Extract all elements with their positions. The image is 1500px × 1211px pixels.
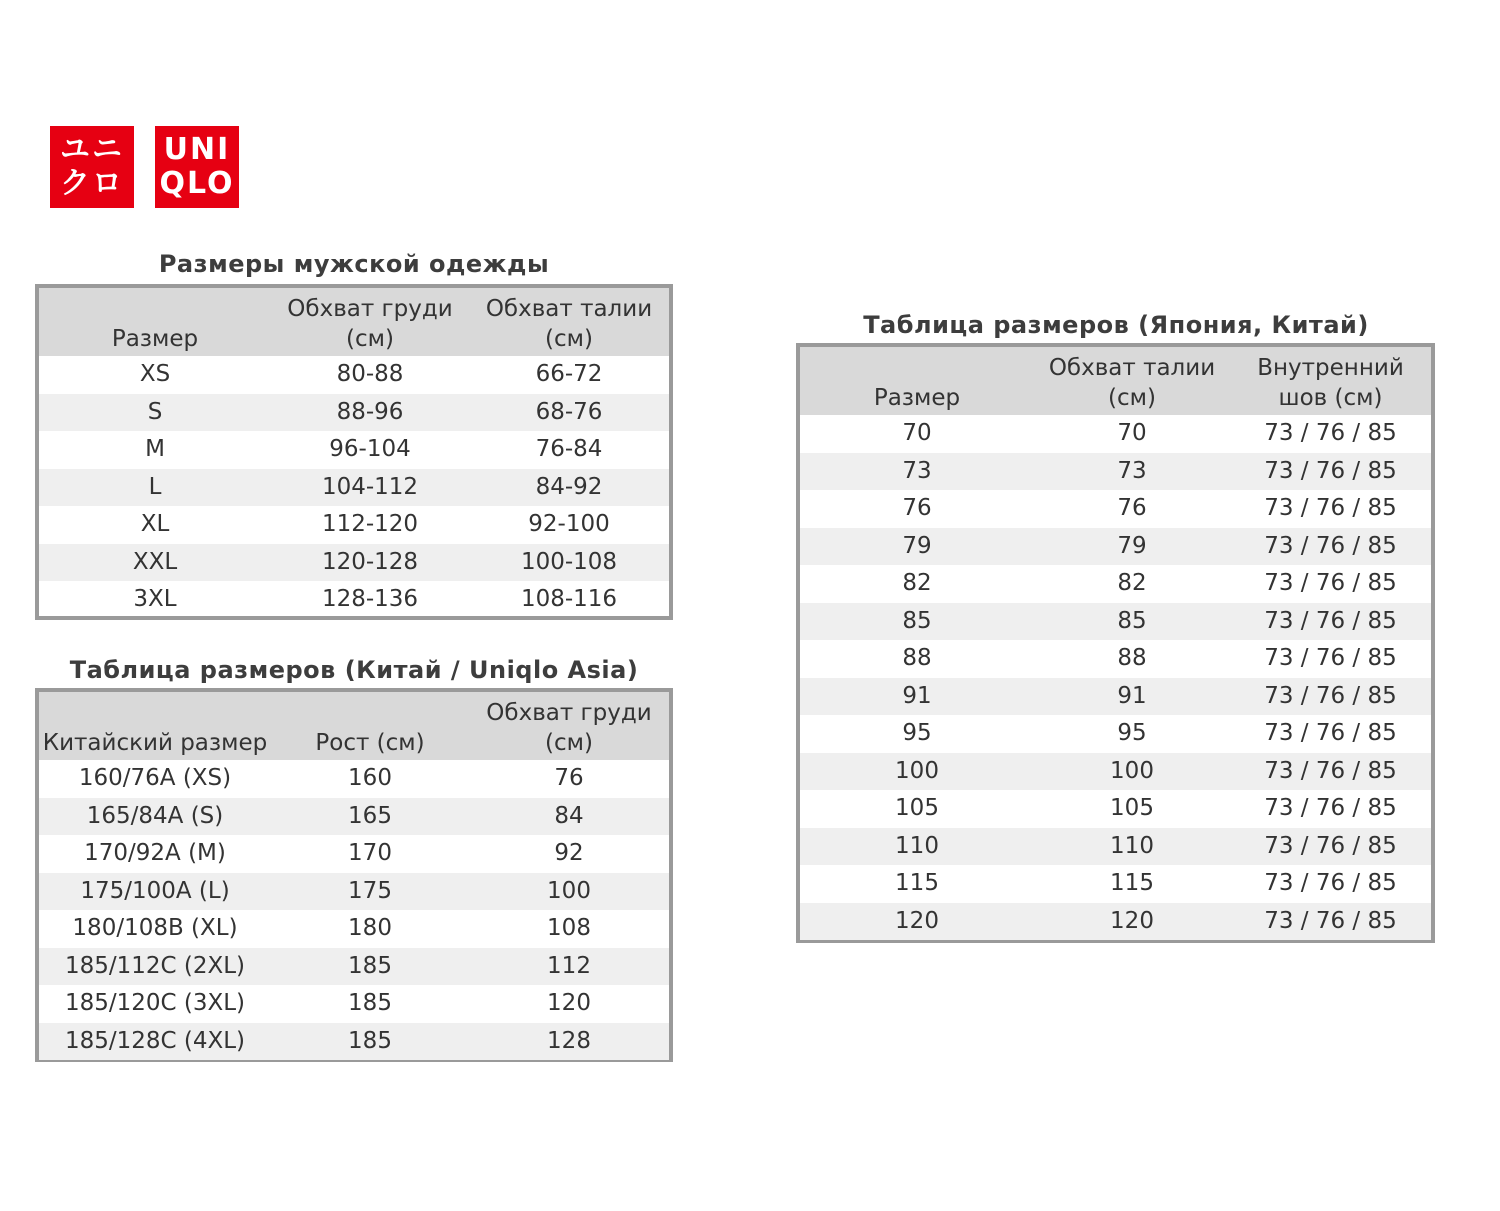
- table-cell: 170/92A (M): [84, 840, 226, 867]
- table-header: [39, 288, 669, 356]
- table-cell: 3XL: [133, 586, 177, 613]
- table-row: [39, 506, 669, 544]
- uniqlo-latin-logo: [155, 126, 239, 208]
- table-cell: XXL: [132, 548, 178, 575]
- table-cell: 95: [1117, 720, 1147, 747]
- table-cell: 185: [348, 1027, 392, 1054]
- table-cell: 160/76A (XS): [78, 765, 232, 792]
- table-row: [39, 760, 669, 798]
- table-cell: 73: [902, 457, 932, 484]
- table-row: [800, 790, 1431, 828]
- table-cell: L: [148, 473, 162, 500]
- table-cell: 105: [895, 795, 939, 822]
- table-cell: 160: [348, 765, 392, 792]
- table-header: [39, 692, 669, 760]
- table-cell: 92-100: [528, 511, 610, 538]
- table-cell: 73 / 76 / 85: [1264, 420, 1397, 447]
- table-cell: 105: [1110, 795, 1154, 822]
- table-cell: 96-104: [329, 436, 411, 463]
- uniqlo-katakana-logo: [50, 126, 134, 208]
- table-cell: 73 / 76 / 85: [1264, 532, 1397, 559]
- table-row: [800, 528, 1431, 566]
- table-row: [39, 985, 669, 1023]
- column-header: Обхват талии (см): [1048, 355, 1216, 411]
- table-row: [39, 1023, 669, 1061]
- table-row: [800, 415, 1431, 453]
- table-row: [39, 544, 669, 582]
- column-header: Обхват груди (см): [486, 700, 652, 756]
- table-row: [800, 828, 1431, 866]
- table-cell: XS: [139, 361, 171, 388]
- table-cell: 73 / 76 / 85: [1264, 682, 1397, 709]
- table-cell: S: [147, 398, 163, 425]
- table-row: [39, 835, 669, 873]
- table-cell: 73 / 76 / 85: [1264, 607, 1397, 634]
- table-cell: 85: [902, 607, 932, 634]
- table-cell: 175: [348, 877, 392, 904]
- table-cell: 70: [902, 420, 932, 447]
- china-sizes-title: Таблица размеров (Китай / Uniqlo Asia): [69, 656, 639, 684]
- table-cell: 73 / 76 / 85: [1264, 495, 1397, 522]
- column-header: Обхват талии (см): [485, 296, 653, 352]
- table-cell: 82: [902, 570, 932, 597]
- table-cell: 100-108: [520, 548, 618, 575]
- logo-katakana-bottom: クロ: [60, 166, 124, 201]
- table-row: [800, 715, 1431, 753]
- mens-sizes-title: Размеры мужской одежды: [158, 250, 550, 278]
- table-cell: 73 / 76 / 85: [1264, 570, 1397, 597]
- table-cell: 79: [1117, 532, 1147, 559]
- table-cell: 84-92: [535, 473, 603, 500]
- column-header: Внутренний шов (см): [1257, 355, 1404, 411]
- table-cell: 115: [895, 870, 939, 897]
- logo-katakana-top: ユニ: [60, 132, 124, 167]
- table-cell: 165: [348, 802, 392, 829]
- table-cell: 73 / 76 / 85: [1264, 457, 1397, 484]
- table-row: [800, 865, 1431, 903]
- table-cell: 110: [1110, 832, 1154, 859]
- table-row: [39, 469, 669, 507]
- table-cell: XL: [140, 511, 170, 538]
- table-cell: 73 / 76 / 85: [1264, 870, 1397, 897]
- table-cell: 76: [902, 495, 932, 522]
- table-cell: 120: [895, 907, 939, 934]
- column-header: Размер: [111, 326, 199, 352]
- mens-sizes-table: [35, 284, 673, 620]
- table-cell: 120: [1110, 907, 1154, 934]
- table-cell: 88: [902, 645, 932, 672]
- table-cell: 79: [902, 532, 932, 559]
- table-cell: 108-116: [520, 586, 618, 613]
- japan-sizes-table: [796, 343, 1435, 943]
- table-cell: 185: [348, 990, 392, 1017]
- table-cell: 73 / 76 / 85: [1264, 795, 1397, 822]
- china-sizes-table: [35, 688, 673, 1062]
- table-cell: 66-72: [535, 361, 603, 388]
- table-row: [39, 798, 669, 836]
- table-row: [39, 356, 669, 394]
- table-row: [39, 581, 669, 619]
- table-cell: 185: [348, 952, 392, 979]
- table-cell: 104-112: [321, 473, 419, 500]
- table-cell: 73 / 76 / 85: [1264, 907, 1397, 934]
- table-cell: 128: [547, 1027, 591, 1054]
- table-cell: 100: [547, 877, 591, 904]
- table-cell: 91: [1117, 682, 1147, 709]
- table-cell: 70: [1117, 420, 1147, 447]
- table-cell: 110: [895, 832, 939, 859]
- table-cell: 88-96: [336, 398, 404, 425]
- table-cell: 128-136: [321, 586, 419, 613]
- table-cell: 91: [902, 682, 932, 709]
- table-cell: 95: [902, 720, 932, 747]
- column-header: Китайский размер: [42, 730, 268, 756]
- table-cell: 180: [348, 915, 392, 942]
- table-row: [800, 678, 1431, 716]
- table-cell: 92: [554, 840, 584, 867]
- table-cell: 170: [348, 840, 392, 867]
- table-cell: M: [145, 436, 165, 463]
- table-cell: 76-84: [535, 436, 603, 463]
- table-cell: 108: [547, 915, 591, 942]
- table-cell: 84: [554, 802, 584, 829]
- table-row: [39, 431, 669, 469]
- table-cell: 73: [1117, 457, 1147, 484]
- table-cell: 175/100A (L): [80, 877, 230, 904]
- table-row: [39, 948, 669, 986]
- table-cell: 115: [1110, 870, 1154, 897]
- column-header: Обхват груди (см): [287, 296, 453, 352]
- table-header: [800, 347, 1431, 415]
- table-cell: 165/84A (S): [86, 802, 224, 829]
- column-header: Рост (см): [315, 730, 425, 756]
- table-row: [800, 753, 1431, 791]
- table-row: [800, 640, 1431, 678]
- table-cell: 80-88: [336, 361, 404, 388]
- table-cell: 68-76: [535, 398, 603, 425]
- table-row: [39, 910, 669, 948]
- table-cell: 73 / 76 / 85: [1264, 645, 1397, 672]
- table-cell: 100: [1110, 757, 1154, 784]
- table-row: [800, 903, 1431, 941]
- table-cell: 185/128C (4XL): [64, 1027, 246, 1054]
- table-row: [800, 453, 1431, 491]
- table-cell: 185/112C (2XL): [64, 952, 246, 979]
- table-row: [800, 603, 1431, 641]
- logo-latin-top: UNI: [163, 132, 231, 167]
- table-cell: 112-120: [321, 511, 419, 538]
- table-row: [800, 565, 1431, 603]
- table-cell: 112: [547, 952, 591, 979]
- table-cell: 73 / 76 / 85: [1264, 832, 1397, 859]
- table-row: [39, 873, 669, 911]
- table-cell: 88: [1117, 645, 1147, 672]
- table-cell: 82: [1117, 570, 1147, 597]
- table-cell: 180/108B (XL): [72, 915, 238, 942]
- logo-latin-bottom: QLO: [159, 166, 235, 201]
- table-cell: 76: [554, 765, 584, 792]
- table-cell: 73 / 76 / 85: [1264, 720, 1397, 747]
- table-cell: 100: [895, 757, 939, 784]
- japan-sizes-title: Таблица размеров (Япония, Китай): [863, 311, 1369, 339]
- table-cell: 73 / 76 / 85: [1264, 757, 1397, 784]
- table-cell: 120: [547, 990, 591, 1017]
- table-row: [39, 394, 669, 432]
- column-header: Размер: [873, 385, 961, 411]
- table-cell: 85: [1117, 607, 1147, 634]
- table-cell: 185/120C (3XL): [64, 990, 246, 1017]
- table-cell: 76: [1117, 495, 1147, 522]
- table-row: [800, 490, 1431, 528]
- table-cell: 120-128: [321, 548, 419, 575]
